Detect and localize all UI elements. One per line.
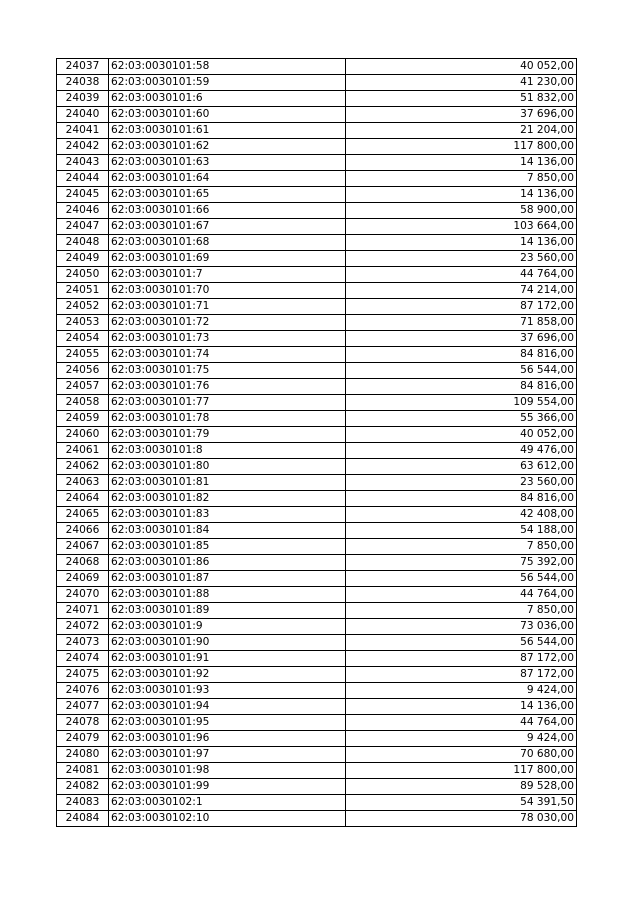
table-row [57,651,577,667]
table-row [57,779,577,795]
cadastral-value-cell: 84 816,00 [346,379,577,395]
cadastral-number-cell: 62:03:0030102:1 [109,795,346,811]
cadastral-value-cell: 54 188,00 [346,523,577,539]
cadastral-value-cell: 7 850,00 [346,539,577,555]
row-number-cell: 24075 [57,667,109,683]
cadastral-number-cell: 62:03:0030101:79 [109,427,346,443]
row-number-cell: 24063 [57,475,109,491]
cadastral-value-cell: 84 816,00 [346,491,577,507]
cadastral-number-cell: 62:03:0030101:99 [109,779,346,795]
row-number-cell: 24079 [57,731,109,747]
row-number-cell: 24080 [57,747,109,763]
table-row [57,811,577,827]
cadastral-number-cell: 62:03:0030101:90 [109,635,346,651]
cadastral-number-cell: 62:03:0030101:83 [109,507,346,523]
cadastral-number-cell: 62:03:0030101:74 [109,347,346,363]
row-number-cell: 24037 [57,59,109,75]
cadastral-value-cell: 14 136,00 [346,235,577,251]
row-number-cell: 24070 [57,587,109,603]
cadastral-value-cell: 7 850,00 [346,603,577,619]
row-number-cell: 24044 [57,171,109,187]
table-row [57,683,577,699]
cadastral-value-cell: 117 800,00 [346,139,577,155]
row-number-cell: 24053 [57,315,109,331]
cadastral-number-cell: 62:03:0030101:67 [109,219,346,235]
cadastral-number-cell: 62:03:0030101:87 [109,571,346,587]
row-number-cell: 24049 [57,251,109,267]
row-number-cell: 24076 [57,683,109,699]
cadastral-value-cell: 23 560,00 [346,251,577,267]
table-row [57,219,577,235]
cadastral-number-cell: 62:03:0030101:62 [109,139,346,155]
cadastral-number-cell: 62:03:0030101:66 [109,203,346,219]
cadastral-value-cell: 23 560,00 [346,475,577,491]
row-number-cell: 24040 [57,107,109,123]
row-number-cell: 24052 [57,299,109,315]
cadastral-value-cell: 14 136,00 [346,155,577,171]
cadastral-value-cell: 71 858,00 [346,315,577,331]
table-row [57,91,577,107]
cadastral-value-cell: 44 764,00 [346,715,577,731]
row-number-cell: 24069 [57,571,109,587]
row-number-cell: 24068 [57,555,109,571]
row-number-cell: 24077 [57,699,109,715]
cadastral-value-cell: 9 424,00 [346,683,577,699]
cadastral-number-cell: 62:03:0030101:84 [109,523,346,539]
cadastral-value-cell: 78 030,00 [346,811,577,827]
table-row [57,587,577,603]
cadastral-number-cell: 62:03:0030101:63 [109,155,346,171]
cadastral-value-cell: 87 172,00 [346,299,577,315]
cadastral-number-cell: 62:03:0030101:6 [109,91,346,107]
table-row [57,731,577,747]
table-row [57,427,577,443]
cadastral-value-cell: 14 136,00 [346,187,577,203]
cadastral-value-cell: 44 764,00 [346,267,577,283]
cadastral-value-cell: 37 696,00 [346,107,577,123]
row-number-cell: 24072 [57,619,109,635]
cadastral-number-cell: 62:03:0030102:10 [109,811,346,827]
row-number-cell: 24041 [57,123,109,139]
cadastral-value-cell: 21 204,00 [346,123,577,139]
cadastral-value-cell: 87 172,00 [346,651,577,667]
table-row [57,75,577,91]
row-number-cell: 24058 [57,395,109,411]
table-row [57,59,577,75]
row-number-cell: 24038 [57,75,109,91]
table-row [57,603,577,619]
cadastral-value-cell: 42 408,00 [346,507,577,523]
row-number-cell: 24074 [57,651,109,667]
cadastral-number-cell: 62:03:0030101:96 [109,731,346,747]
row-number-cell: 24045 [57,187,109,203]
table-row [57,331,577,347]
cadastral-value-cell: 9 424,00 [346,731,577,747]
cadastral-value-cell: 41 230,00 [346,75,577,91]
cadastral-number-cell: 62:03:0030101:76 [109,379,346,395]
row-number-cell: 24066 [57,523,109,539]
table-row [57,507,577,523]
cadastral-number-cell: 62:03:0030101:69 [109,251,346,267]
table-row [57,283,577,299]
table-row [57,139,577,155]
table-row [57,315,577,331]
cadastral-number-cell: 62:03:0030101:70 [109,283,346,299]
table-row [57,363,577,379]
cadastral-number-cell: 62:03:0030101:61 [109,123,346,139]
cadastral-value-cell: 74 214,00 [346,283,577,299]
row-number-cell: 24057 [57,379,109,395]
cadastral-value-cell: 117 800,00 [346,763,577,779]
cadastral-number-cell: 62:03:0030101:71 [109,299,346,315]
row-number-cell: 24083 [57,795,109,811]
row-number-cell: 24059 [57,411,109,427]
cadastral-number-cell: 62:03:0030101:60 [109,107,346,123]
cadastral-number-cell: 62:03:0030101:85 [109,539,346,555]
cadastral-number-cell: 62:03:0030101:9 [109,619,346,635]
table-row [57,539,577,555]
table-row [57,747,577,763]
cadastral-number-cell: 62:03:0030101:80 [109,459,346,475]
table-row [57,379,577,395]
row-number-cell: 24073 [57,635,109,651]
cadastral-value-cell: 56 544,00 [346,363,577,379]
cadastral-number-cell: 62:03:0030101:59 [109,75,346,91]
table-row [57,667,577,683]
table-row [57,203,577,219]
row-number-cell: 24084 [57,811,109,827]
cadastral-value-cell: 87 172,00 [346,667,577,683]
table-row [57,699,577,715]
cadastral-number-cell: 62:03:0030101:82 [109,491,346,507]
cadastral-value-table [56,58,577,827]
table-row [57,475,577,491]
cadastral-number-cell: 62:03:0030101:8 [109,443,346,459]
cadastral-value-cell: 49 476,00 [346,443,577,459]
row-number-cell: 24056 [57,363,109,379]
row-number-cell: 24060 [57,427,109,443]
table-row [57,299,577,315]
table-row [57,267,577,283]
table-row [57,171,577,187]
cadastral-number-cell: 62:03:0030101:92 [109,667,346,683]
table-row [57,251,577,267]
cadastral-number-cell: 62:03:0030101:86 [109,555,346,571]
row-number-cell: 24051 [57,283,109,299]
cadastral-number-cell: 62:03:0030101:94 [109,699,346,715]
row-number-cell: 24042 [57,139,109,155]
cadastral-value-cell: 56 544,00 [346,635,577,651]
cadastral-number-cell: 62:03:0030101:98 [109,763,346,779]
table-row [57,523,577,539]
cadastral-value-cell: 73 036,00 [346,619,577,635]
table-row [57,635,577,651]
cadastral-value-cell: 56 544,00 [346,571,577,587]
table-row [57,491,577,507]
table-row [57,395,577,411]
cadastral-number-cell: 62:03:0030101:64 [109,171,346,187]
table-row [57,443,577,459]
table-row [57,155,577,171]
cadastral-number-cell: 62:03:0030101:81 [109,475,346,491]
row-number-cell: 24062 [57,459,109,475]
cadastral-number-cell: 62:03:0030101:77 [109,395,346,411]
row-number-cell: 24048 [57,235,109,251]
cadastral-value-cell: 75 392,00 [346,555,577,571]
cadastral-value-cell: 89 528,00 [346,779,577,795]
cadastral-value-cell: 103 664,00 [346,219,577,235]
cadastral-number-cell: 62:03:0030101:93 [109,683,346,699]
table-row [57,459,577,475]
row-number-cell: 24078 [57,715,109,731]
cadastral-number-cell: 62:03:0030101:89 [109,603,346,619]
cadastral-value-cell: 70 680,00 [346,747,577,763]
cadastral-value-cell: 109 554,00 [346,395,577,411]
row-number-cell: 24067 [57,539,109,555]
row-number-cell: 24061 [57,443,109,459]
cadastral-value-cell: 84 816,00 [346,347,577,363]
row-number-cell: 24055 [57,347,109,363]
cadastral-value-cell: 14 136,00 [346,699,577,715]
cadastral-value-cell: 54 391,50 [346,795,577,811]
table-row [57,235,577,251]
cadastral-value-cell: 44 764,00 [346,587,577,603]
cadastral-number-cell: 62:03:0030101:75 [109,363,346,379]
cadastral-number-cell: 62:03:0030101:95 [109,715,346,731]
row-number-cell: 24065 [57,507,109,523]
table-row [57,763,577,779]
row-number-cell: 24064 [57,491,109,507]
cadastral-value-cell: 7 850,00 [346,171,577,187]
cadastral-value-cell: 63 612,00 [346,459,577,475]
cadastral-value-cell: 40 052,00 [346,59,577,75]
cadastral-number-cell: 62:03:0030101:68 [109,235,346,251]
cadastral-number-cell: 62:03:0030101:73 [109,331,346,347]
cadastral-value-cell: 58 900,00 [346,203,577,219]
cadastral-number-cell: 62:03:0030101:78 [109,411,346,427]
cadastral-number-cell: 62:03:0030101:72 [109,315,346,331]
row-number-cell: 24054 [57,331,109,347]
cadastral-number-cell: 62:03:0030101:65 [109,187,346,203]
row-number-cell: 24047 [57,219,109,235]
row-number-cell: 24082 [57,779,109,795]
row-number-cell: 24043 [57,155,109,171]
cadastral-value-cell: 40 052,00 [346,427,577,443]
table-row [57,187,577,203]
table-row [57,571,577,587]
table-body [57,59,577,827]
cadastral-number-cell: 62:03:0030101:91 [109,651,346,667]
row-number-cell: 24071 [57,603,109,619]
cadastral-value-cell: 55 366,00 [346,411,577,427]
cadastral-value-cell: 37 696,00 [346,331,577,347]
row-number-cell: 24046 [57,203,109,219]
row-number-cell: 24039 [57,91,109,107]
cadastral-value-cell: 51 832,00 [346,91,577,107]
cadastral-number-cell: 62:03:0030101:58 [109,59,346,75]
cadastral-number-cell: 62:03:0030101:88 [109,587,346,603]
table-row [57,715,577,731]
table-row [57,619,577,635]
table-row [57,107,577,123]
table-row [57,347,577,363]
row-number-cell: 24081 [57,763,109,779]
cadastral-number-cell: 62:03:0030101:7 [109,267,346,283]
table-row [57,795,577,811]
cadastral-number-cell: 62:03:0030101:97 [109,747,346,763]
table-row [57,123,577,139]
table-row [57,555,577,571]
table-row [57,411,577,427]
row-number-cell: 24050 [57,267,109,283]
